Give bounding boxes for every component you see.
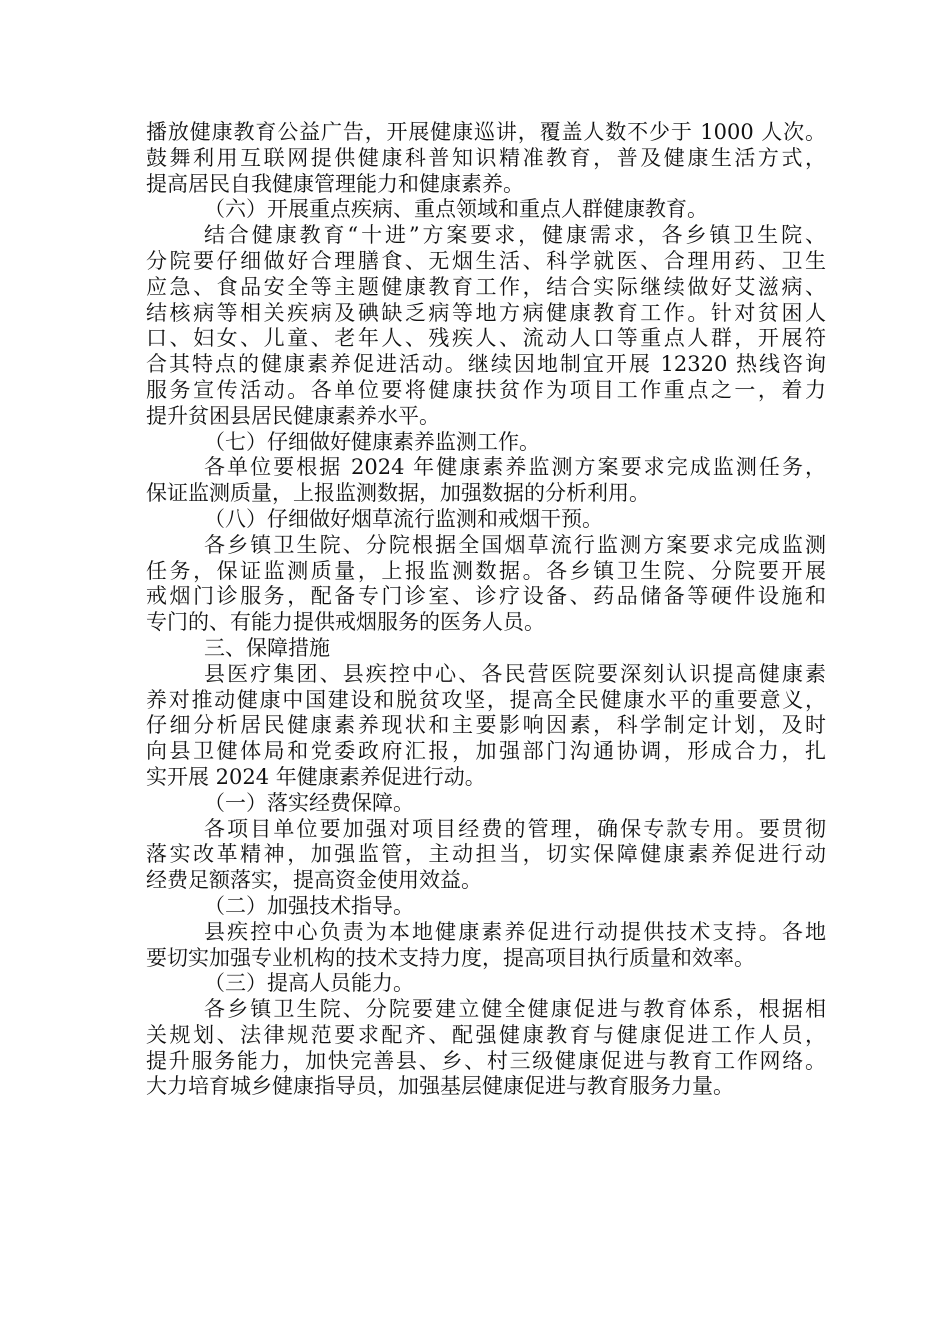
- text-line: （七）仔细做好健康素养监测工作。: [204, 429, 540, 454]
- text-line: （三）提高人员能力。: [204, 971, 414, 996]
- text-line: 服务宣传活动。各单位要将健康扶贫作为项目工作重点之一，着力: [146, 377, 826, 402]
- text-line: 仔细分析居民健康素养现状和主要影响因素，科学制定计划，及时: [146, 713, 826, 738]
- text-line: 实开展 2024 年健康素养促进行动。: [146, 764, 486, 789]
- text-line: 各项目单位要加强对项目经费的管理，确保专款专用。要贯彻: [204, 816, 826, 841]
- text-line: 各乡镇卫生院、分院根据全国烟草流行监测方案要求完成监测: [204, 532, 826, 557]
- text-line: 落实改革精神，加强监管，主动担当，切实保障健康素养促进行动: [146, 842, 826, 867]
- text-line: 县医疗集团、县疾控中心、各民营医院要深刻认识提高健康素: [204, 661, 826, 686]
- text-line: 经费足额落实，提高资金使用效益。: [146, 868, 482, 893]
- text-line: 养对推动健康中国建设和脱贫攻坚，提高全民健康水平的重要意义，: [146, 687, 826, 712]
- text-line: 大力培育城乡健康指导员，加强基层健康促进与教育服务力量。: [146, 1074, 734, 1099]
- text-line: （一）落实经费保障。: [204, 790, 414, 815]
- text-line: 提高居民自我健康管理能力和健康素养。: [146, 171, 524, 196]
- text-line: （二）加强技术指导。: [204, 893, 414, 918]
- text-line: 戒烟门诊服务，配备专门诊室、诊疗设备、药品储备等硬件设施和: [146, 584, 826, 609]
- text-line: 县疾控中心负责为本地健康素养促进行动提供技术支持。各地: [204, 919, 826, 944]
- text-line: 鼓舞利用互联网提供健康科普知识精准教育，普及健康生活方式，: [146, 145, 826, 170]
- document-page: [146, 120, 826, 1100]
- text-line: 关规划、法律规范要求配齐、配强健康教育与健康促进工作人员，: [146, 1022, 826, 1047]
- text-line: 三、保障措施: [204, 635, 330, 660]
- text-line: 要切实加强专业机构的技术支持力度，提高项目执行质量和效率。: [146, 945, 755, 970]
- text-line: 提升服务能力，加快完善县、乡、村三级健康促进与教育工作网络。: [146, 1048, 826, 1073]
- text-line: 保证监测质量，上报监测数据，加强数据的分析利用。: [146, 481, 650, 506]
- text-line: （八）仔细做好烟草流行监测和戒烟干预。: [204, 506, 603, 531]
- text-line: 任务，保证监测质量，上报监测数据。各乡镇卫生院、分院要开展: [146, 558, 826, 583]
- text-line: 口、妇女、儿童、老年人、残疾人、流动人口等重点人群，开展符: [146, 326, 826, 351]
- text-line: （六）开展重点疾病、重点领域和重点人群健康教育。: [204, 197, 708, 222]
- text-line: 结核病等相关疾病及碘缺乏病等地方病健康教育工作。针对贫困人: [146, 300, 826, 325]
- text-line: 应急、食品安全等主题健康教育工作，结合实际继续做好艾滋病、: [146, 274, 826, 299]
- text-line: 各乡镇卫生院、分院要建立健全健康促进与教育体系，根据相: [204, 997, 826, 1022]
- text-line: 播放健康教育公益广告，开展健康巡讲，覆盖人数不少于 1000 人次。: [146, 120, 826, 144]
- text-line: 专门的、有能力提供戒烟服务的医务人员。: [146, 610, 545, 635]
- text-line: 向县卫健体局和党委政府汇报，加强部门沟通协调，形成合力，扎: [146, 739, 826, 764]
- text-line: 各单位要根据 2024 年健康素养监测方案要求完成监测任务，: [204, 455, 826, 480]
- text-line: 分院要仔细做好合理膳食、无烟生活、科学就医、合理用药、卫生: [146, 248, 826, 273]
- text-line: 合其特点的健康素养促进活动。继续因地制宜开展 12320 热线咨询: [146, 352, 826, 377]
- text-line: 结合健康教育“十进”方案要求，健康需求，各乡镇卫生院、: [204, 223, 826, 248]
- text-line: 提升贫困县居民健康素养水平。: [146, 403, 440, 428]
